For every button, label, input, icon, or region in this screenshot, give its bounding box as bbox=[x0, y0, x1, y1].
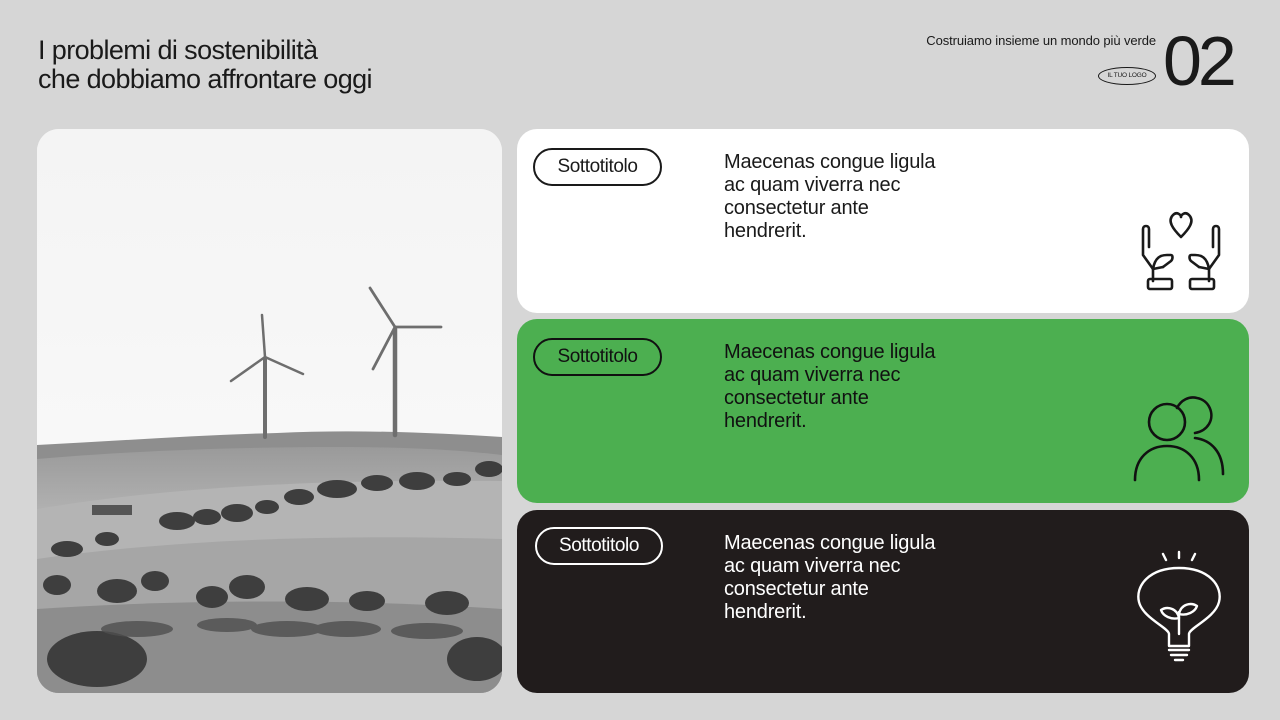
feature-card-1 bbox=[517, 129, 1249, 313]
body-line: hendrerit. bbox=[724, 410, 807, 432]
slide-title bbox=[38, 36, 498, 94]
card-body-text bbox=[724, 151, 984, 243]
hands-heart-icon bbox=[1139, 207, 1223, 296]
lightbulb-plant-icon bbox=[1135, 550, 1223, 675]
subtitle-pill: Sottotitolo bbox=[535, 527, 663, 565]
subtitle-pill: Sottotitolo bbox=[533, 338, 662, 376]
body-line: Maecenas congue ligula bbox=[724, 532, 936, 554]
tagline: Costruiamo insieme un mondo più verde bbox=[926, 33, 1156, 48]
feature-card-3 bbox=[517, 510, 1249, 693]
body-line: consectetur ante bbox=[724, 387, 869, 409]
body-line: consectetur ante bbox=[724, 197, 869, 219]
people-icon bbox=[1131, 394, 1227, 489]
body-line: ac quam viverra nec bbox=[724, 174, 901, 196]
card-body-text bbox=[724, 532, 984, 624]
body-line: Maecenas congue ligula bbox=[724, 341, 936, 363]
body-line: Maecenas congue ligula bbox=[724, 151, 936, 173]
logo-placeholder: IL TUO LOGO bbox=[1098, 67, 1156, 85]
wind-turbines-photo bbox=[37, 129, 502, 693]
title-line-2: che dobbiamo affrontare oggi bbox=[38, 64, 372, 94]
body-line: hendrerit. bbox=[724, 601, 807, 623]
feature-card-2 bbox=[517, 319, 1249, 503]
card-body-text bbox=[724, 341, 984, 433]
body-line: ac quam viverra nec bbox=[724, 555, 901, 577]
body-line: ac quam viverra nec bbox=[724, 364, 901, 386]
body-line: consectetur ante bbox=[724, 578, 869, 600]
subtitle-pill: Sottotitolo bbox=[533, 148, 662, 186]
body-line: hendrerit. bbox=[724, 220, 807, 242]
page-number: 02 bbox=[1163, 22, 1233, 100]
title-line-1: I problemi di sostenibilità bbox=[38, 35, 318, 65]
